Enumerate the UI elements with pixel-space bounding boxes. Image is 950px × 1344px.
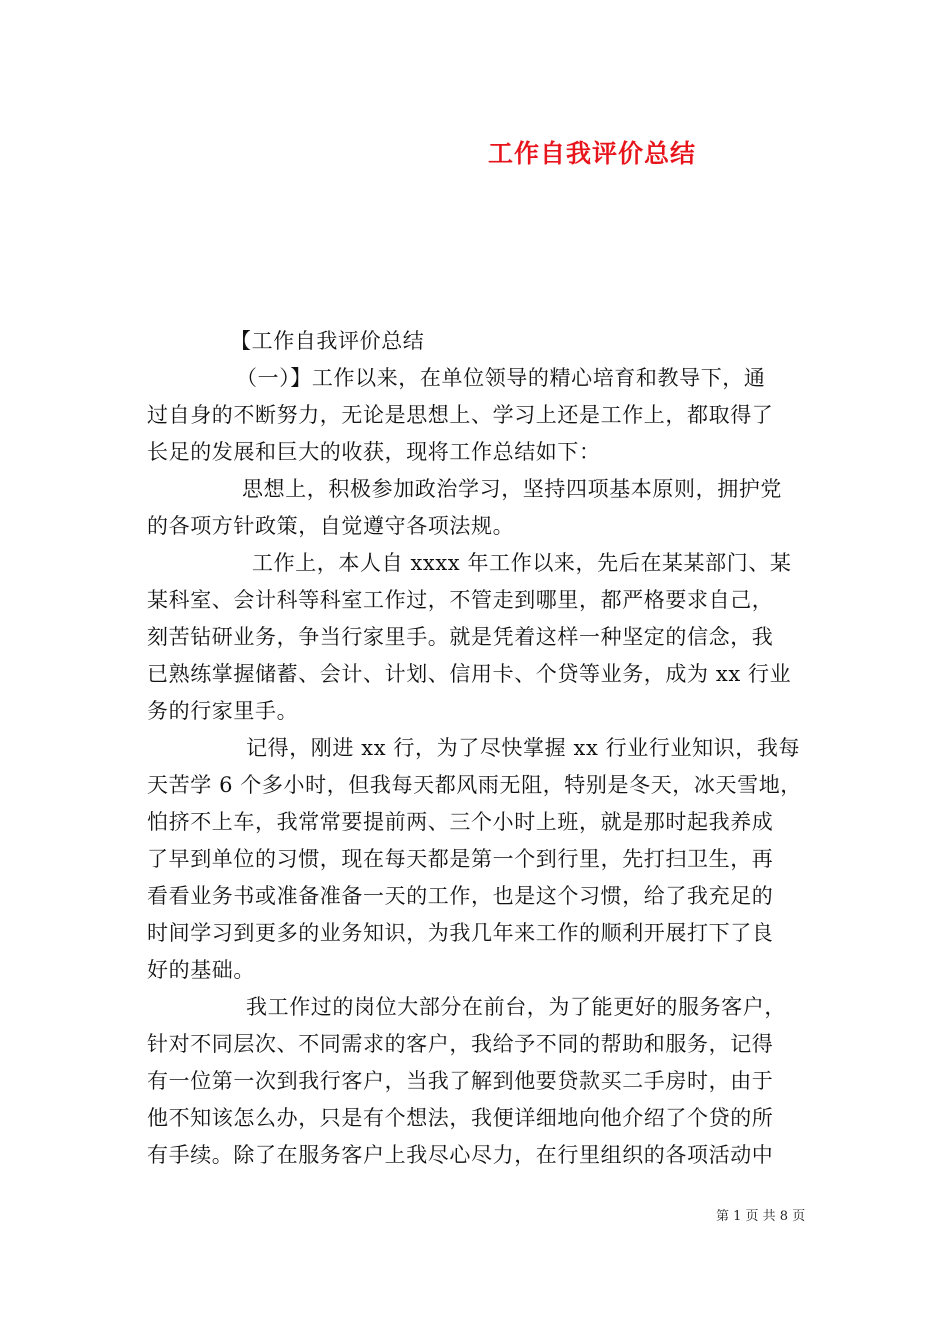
text-line: 某科室、会计科等科室工作过，不管走到哪里，都严格要求自己， [147,588,774,612]
text-line: 刻苦钻研业务，争当行家里手。就是凭着这样一种坚定的信念，我 [147,625,774,649]
text-line: 怕挤不上车，我常常要提前两、三个小时上班，就是那时起我养成 [147,810,774,834]
text-line: 思想上，积极参加政治学习，坚持四项基本原则，拥护党 [242,477,782,501]
text-line: 时间学习到更多的业务知识，为我几年来工作的顺利开展打下了良 [147,921,774,945]
page-footer: 第 1 页 共 8 页 [716,1209,806,1224]
text-line: 我工作过的岗位大部分在前台，为了能更好的服务客户， [246,995,786,1019]
text-line: 他不知该怎么办，只是有个想法，我便详细地向他介绍了个贷的所 [147,1106,774,1130]
text-line: 务的行家里手。 [147,699,299,723]
text-line: 天苦学 6 个多小时，但我每天都风雨无阻，特别是冬天，冰天雪地， [147,773,802,797]
text-line: 看看业务书或准备准备一天的工作，也是这个习惯，给了我充足的 [147,884,774,908]
document-title: 工作自我评价总结 [488,139,697,168]
text-line: 已熟练掌握储蓄、会计、计划、信用卡、个贷等业务，成为 xx 行业 [147,662,792,686]
text-line: 针对不同层次、不同需求的客户，我给予不同的帮助和服务，记得 [147,1032,774,1056]
text-line: （一）】工作以来，在单位领导的精心培育和教导下，通 [236,366,766,390]
text-line: 有一位第一次到我行客户，当我了解到他要贷款买二手房时，由于 [147,1069,774,1093]
text-line: 长足的发展和巨大的收获，现将工作总结如下： [147,440,601,464]
text-line: 了早到单位的习惯，现在每天都是第一个到行里，先打扫卫生，再 [147,847,774,871]
text-line: 【工作自我评价总结 [230,329,425,353]
text-line: 的各项方针政策，自觉遵守各项法规。 [147,514,515,538]
text-line: 好的基础。 [147,958,255,982]
text-line: 工作上，本人自 xxxx 年工作以来，先后在某某部门、某 [252,551,792,575]
text-line: 有手续。除了在服务客户上我尽心尽力，在行里组织的各项活动中 [147,1143,774,1167]
text-line: 过自身的不断努力，无论是思想上、学习上还是工作上，都取得了 [147,403,774,427]
text-line: 记得，刚进 xx 行，为了尽快掌握 xx 行业行业知识，我每 [246,736,801,760]
